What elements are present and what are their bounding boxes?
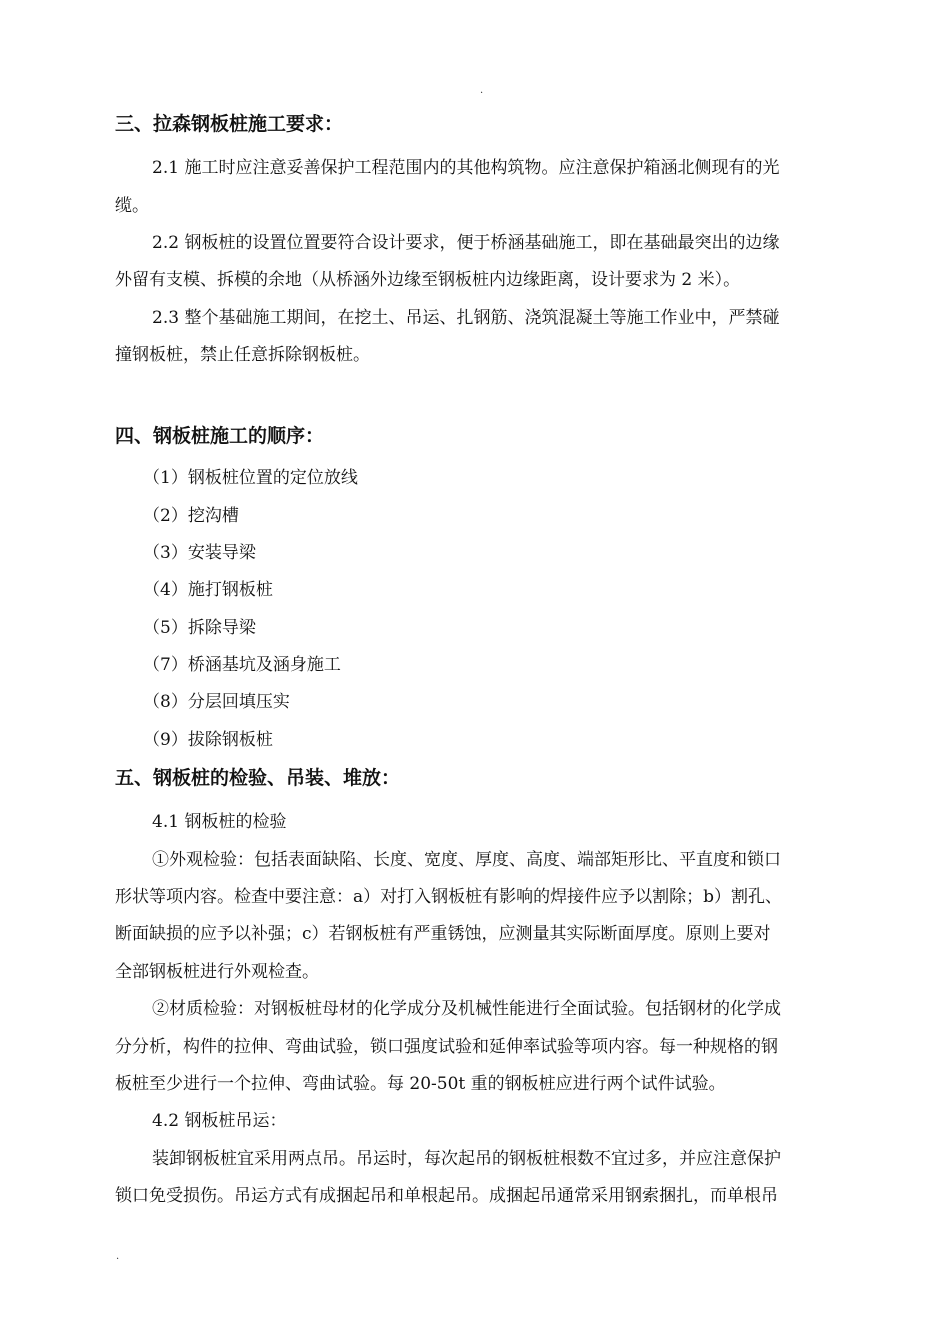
s3-p2-line-2: 外留有支模、拆模的余地（从桥涵外边缘至钢板桩内边缘距离，设计要求为 2 米）。 (115, 270, 741, 290)
s5-p1-line-2: 形状等项内容。检查中要注意：a）对打入钢板桩有影响的焊接件应予以割除；b）割孔、 (115, 887, 783, 907)
s5-p1-line-3: 断面缺损的应予以补强；c）若钢板桩有严重锈蚀，应测量其实际断面厚度。原则上要对 (115, 924, 771, 944)
s3-p2-line-1: 2.2 钢板桩的设置位置要符合设计要求，便于桥涵基础施工，即在基础最突出的边缘 (152, 233, 780, 253)
footer-mark: . (116, 1251, 120, 1262)
section-4-heading: 四、钢板桩施工的顺序： (115, 425, 325, 447)
s4-list-item: （1）钢板桩位置的定位放线 (143, 468, 358, 488)
s5-p2-line-1: ②材质检验：对钢板桩母材的化学成分及机械性能进行全面试验。包括钢材的化学成 (152, 999, 781, 1019)
section-5-heading: 五、钢板桩的检验、吊装、堆放： (115, 767, 401, 789)
s5-p2-line-2: 分分析，构件的拉伸、弯曲试验，锁口强度试验和延伸率试验等项内容。每一种规格的钢 (115, 1037, 778, 1057)
s4-list-item: （4）施打钢板桩 (143, 580, 273, 600)
s4-list-item: （5）拆除导梁 (143, 618, 256, 638)
s4-list-item: （9）拔除钢板桩 (143, 730, 273, 750)
s5-subheading-2: 4.2 钢板桩吊运： (152, 1111, 287, 1131)
s4-list-item: （2）挖沟槽 (143, 506, 239, 526)
header-mark: . (480, 85, 484, 96)
s5-subheading-1: 4.1 钢板桩的检验 (152, 812, 287, 832)
s3-p1-line-1: 2.1 施工时应注意妥善保护工程范围内的其他构筑物。应注意保护箱涵北侧现有的光 (152, 158, 780, 178)
s5-p3-line-1: 装卸钢板桩宜采用两点吊。吊运时，每次起吊的钢板桩根数不宜过多，并应注意保护 (152, 1149, 781, 1169)
s4-list-item: （7）桥涵基坑及涵身施工 (143, 655, 341, 675)
s5-p1-line-4: 全部钢板桩进行外观检查。 (115, 962, 319, 982)
section-3-heading: 三、拉森钢板桩施工要求： (115, 113, 344, 135)
s4-list-item: （8）分层回填压实 (143, 692, 290, 712)
s5-p3-line-2: 锁口免受损伤。吊运方式有成捆起吊和单根起吊。成捆起吊通常采用钢索捆扎，而单根吊 (115, 1186, 778, 1206)
s3-p3-line-2: 撞钢板桩，禁止任意拆除钢板桩。 (115, 345, 370, 365)
s3-p1-line-2: 缆。 (115, 196, 149, 216)
s3-p3-line-1: 2.3 整个基础施工期间，在挖土、吊运、扎钢筋、浇筑混凝土等施工作业中，严禁碰 (152, 308, 780, 328)
s4-list-item: （3）安装导梁 (143, 543, 256, 563)
s5-p2-line-3: 板桩至少进行一个拉伸、弯曲试验。每 20-50t 重的钢板桩应进行两个试件试验。 (115, 1074, 726, 1094)
s5-p1-line-1: ①外观检验：包括表面缺陷、长度、宽度、厚度、高度、端部矩形比、平直度和锁口 (152, 850, 781, 870)
